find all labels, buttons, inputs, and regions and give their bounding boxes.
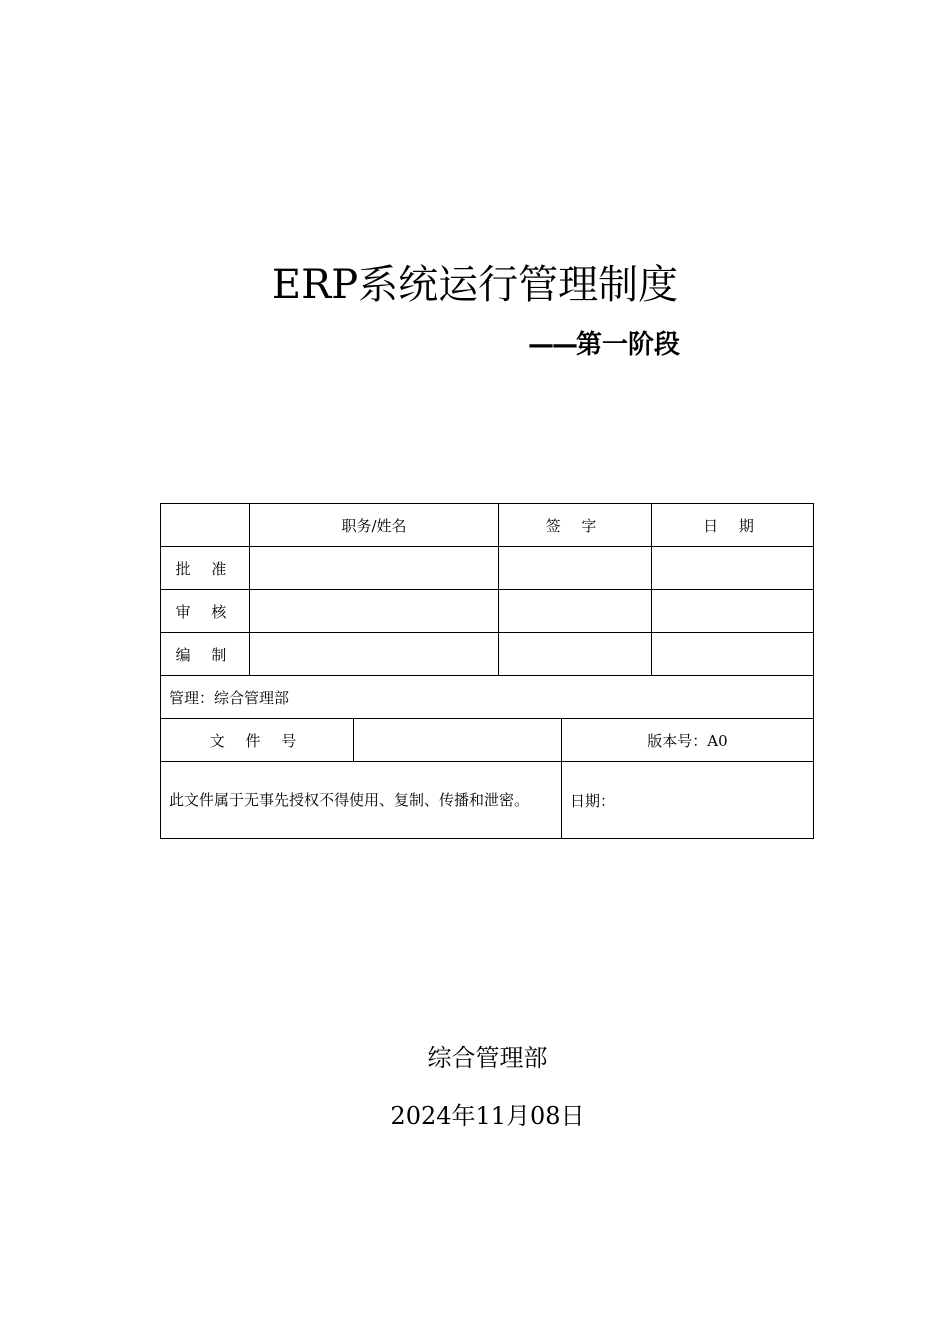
corner-cell [161,504,250,547]
row-label-compile: 编 制 [161,633,250,676]
table-row [161,762,814,839]
table-row [161,547,814,590]
approval-table [160,503,814,839]
review-signature-cell[interactable] [499,590,652,633]
approve-signature-cell[interactable] [499,547,652,590]
footer-date: 2024年11月08日 [390,1102,585,1130]
table-row [161,633,814,676]
review-date-cell[interactable] [652,590,814,633]
document-subtitle [528,325,680,365]
file-number-value[interactable] [354,719,562,762]
approve-name-cell[interactable] [250,547,499,590]
row-label-review: 审 核 [161,590,250,633]
version-cell: 版本号：A0 [562,719,814,762]
notice-date-cell: 日期： [562,762,814,839]
subtitle-text: 第一阶段 [576,330,681,360]
compile-date-cell[interactable] [652,633,814,676]
confidential-notice: 此文件属于无事先授权不得使用、复制、传播和泄密。 [161,762,562,839]
table-header-row [161,504,814,547]
footer-department: 综合管理部 [427,1044,548,1072]
table-row [161,676,814,719]
header-signature: 签 字 [499,504,652,547]
subtitle-dash: —— [528,330,576,360]
management-cell: 管理：综合管理部 [161,676,814,719]
approve-date-cell[interactable] [652,547,814,590]
table-row [161,590,814,633]
review-name-cell[interactable] [250,590,499,633]
header-position-name: 职务/姓名 [250,504,499,547]
document-title: ERP系统运行管理制度 [271,262,679,308]
compile-name-cell[interactable] [250,633,499,676]
file-number-label: 文 件 号 [161,719,354,762]
table-row [161,719,814,762]
compile-signature-cell[interactable] [499,633,652,676]
row-label-approve: 批 准 [161,547,250,590]
header-date: 日 期 [652,504,814,547]
